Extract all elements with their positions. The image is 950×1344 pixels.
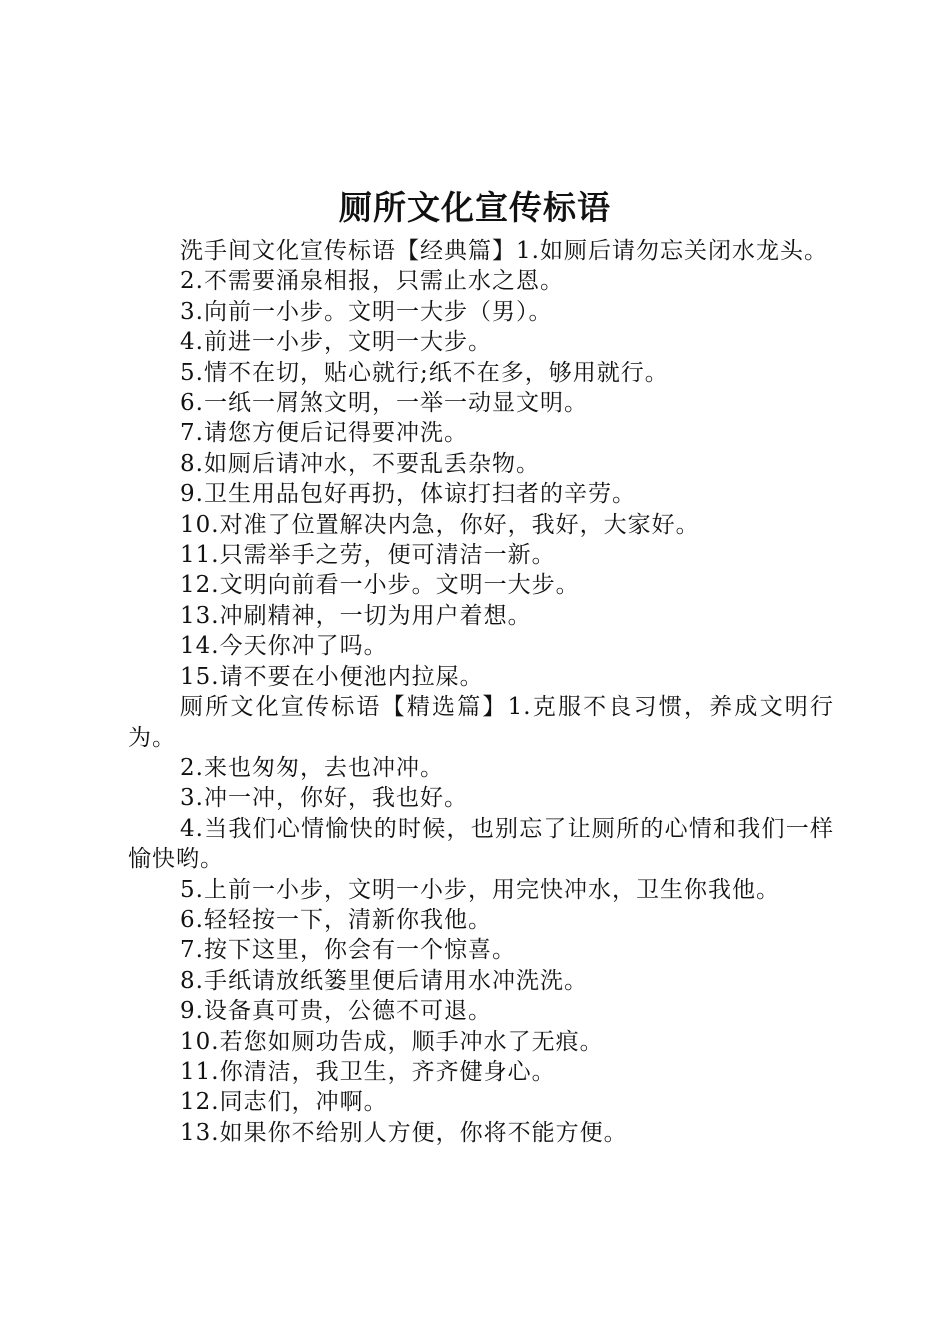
paragraph: 2.来也匆匆，去也冲冲。 [180,754,444,781]
paragraph: 8.如厕后请冲水，不要乱丢杂物。 [180,450,540,477]
paragraph: 10.若您如厕功告成，顺手冲水了无痕。 [180,1028,604,1055]
document-body [128,236,834,1148]
paragraph: 6.一纸一屑煞文明，一举一动显文明。 [180,390,588,417]
paragraph: 5.上前一小步，文明一小步，用完快冲水，卫生你我他。 [180,876,780,903]
paragraph: 11.你清洁，我卫生，齐齐健身心。 [180,1058,556,1085]
paragraph: 2.不需要涌泉相报，只需止水之恩。 [180,268,564,295]
paragraph: 厕所文化宣传标语【精选篇】1.克服不良习惯，养成文明行为。 [128,694,834,751]
paragraph: 9.卫生用品包好再扔，体谅打扫者的辛劳。 [180,481,636,508]
paragraph: 11.只需举手之劳，便可清洁一新。 [180,542,556,569]
paragraph: 4.当我们心情愉快的时候，也别忘了让厕所的心情和我们一样愉快哟。 [128,815,834,873]
paragraph: 12.同志们，冲啊。 [180,1089,388,1116]
paragraph: 14.今天你冲了吗。 [180,633,388,660]
paragraph: 15.请不要在小便池内拉屎。 [180,663,484,690]
paragraph: 3.冲一冲，你好，我也好。 [180,785,468,812]
paragraph: 9.设备真可贵，公德不可退。 [180,998,492,1025]
paragraph: 6.轻轻按一下，清新你我他。 [180,906,492,933]
paragraph: 5.情不在切，贴心就行;纸不在多，够用就行。 [180,359,669,386]
paragraph: 13.冲刷精神，一切为用户着想。 [180,602,532,629]
paragraph: 3.向前一小步。文明一大步（男）。 [180,298,553,325]
paragraph: 7.按下这里，你会有一个惊喜。 [180,937,516,964]
paragraph: 洗手间文化宣传标语【经典篇】1.如厕后请勿忘关闭水龙头。 [180,238,828,264]
paragraph: 12.文明向前看一小步。文明一大步。 [180,572,580,599]
paragraph: 7.请您方便后记得要冲洗。 [180,420,468,447]
paragraph: 13.如果你不给别人方便，你将不能方便。 [180,1119,628,1146]
paragraph: 10.对准了位置解决内急，你好，我好，大家好。 [180,511,700,538]
paragraph: 8.手纸请放纸篓里便后请用水冲洗洗。 [180,967,588,994]
document-title: 厕所文化宣传标语 [339,188,611,227]
paragraph: 4.前进一小步，文明一大步。 [180,329,492,356]
